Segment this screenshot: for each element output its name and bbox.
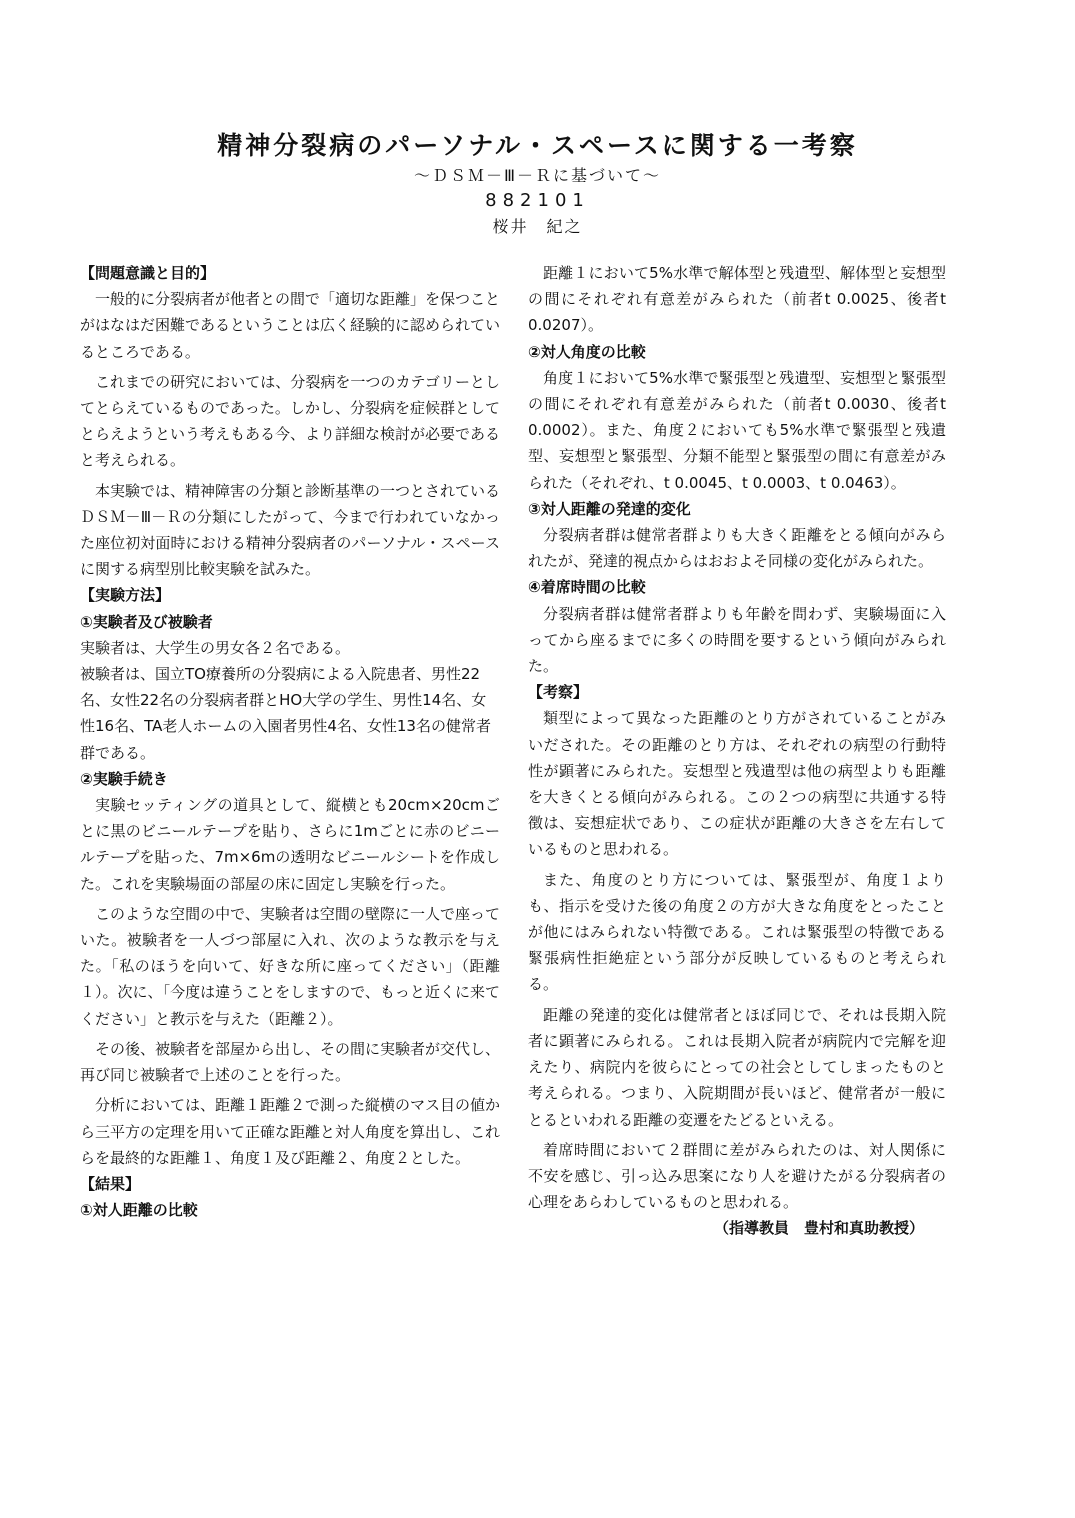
- left-column: [80, 260, 500, 1223]
- method-paragraph-3: その後、被験者を部屋から出し、その間に実験者が交代し、再び同じ被験者で上述のことを行った。: [80, 1039, 501, 1085]
- method-subheading-2: ②実験手続き: [80, 769, 168, 788]
- result-paragraph-3: 分裂病者群は健常者群よりも大きく距離をとる傾向がみられたが、発達的視点からはおおよそ同様の変化がみられた。: [528, 526, 946, 571]
- supervisor-credit: （指導教員 豊村和真助教授）: [713, 1219, 924, 1238]
- document-header: [0, 130, 1075, 240]
- discussion-paragraph-1: 類型によって異なった距離のとり方がされていることがみいだされた。その距離のとり方は、それぞれの病型の行動特性が顕著にみられた。妄想型と残遺型は他の病型よりも距離を大きくとる傾向がみられる。この２つの病型に共通する特徴は、妄想症状であり、この症状が距離の大きさを左右しているものと思われる。: [528, 709, 946, 859]
- result-subheading-1: ①対人距離の比較: [80, 1201, 198, 1220]
- right-column: [528, 260, 946, 1242]
- result-paragraph-2: 角度１において5%水準で緊張型と残遺型、妄想型と緊張型の間にそれぞれ有意差がみられた（前者t 0.0030、後者t 0.0002）。また、角度２においても5%水準で緊張型と残遺型、妄想型と緊張型、分類不能型と緊張型の間に有意差がみられた（それぞれ、t 0.0045、t 0.0003、t 0.0463）。: [528, 368, 946, 492]
- result-subheading-4: ④着席時間の比較: [528, 578, 646, 597]
- discussion-paragraph-3: 距離の発達的変化は健常者とほぼ同じで、それは長期入院者に顕著にみられる。これは長期入院者が病院内で完解を迎えたり、病院内を彼らにとっての社会としてしまったものと考えられる。つまり、入院期間が長いほど、健常者が一般にとるといわれる距離の変遷をたどるといえる。: [528, 1005, 946, 1129]
- problem-paragraph-2: これまでの研究においては、分裂病を一つのカテゴリーとしてとらえているものであった。しかし、分裂病を症候群としてとらえようという考えもある今、より詳細な検討が必要であると考えられる。: [80, 372, 501, 470]
- problem-paragraph-3: 本実験では、精神障害の分類と診断基準の一つとされているＤＳＭ－Ⅲ－Ｒの分類にしたがって、今まで行われていなかった座位初対面時における精神分裂病者のパーソナル・スペースに関する病型別比較実験を試みた。: [80, 481, 501, 579]
- problem-paragraph-1: 一般的に分裂病者が他者との間で「適切な距離」を保つことがはなはだ困難であるということは広く経験的に認められているところである。: [80, 290, 501, 361]
- method-subjects: 被験者は、国立TO療養所の分裂病による入院患者、男性22名、女性22名の分裂病者群とHO大学の学生、男性14名、女性16名、TA老人ホームの入園者男性4名、女性13名の健常者群である。: [80, 665, 491, 762]
- section-heading-discussion: 【考察】: [528, 683, 589, 702]
- paper-subtitle: ～ＤＳＭ－Ⅲ－Ｒに基づいて～: [413, 166, 662, 185]
- section-heading-method: 【実験方法】: [80, 586, 171, 605]
- discussion-paragraph-4: 着席時間において２群間に差がみられたのは、対人関係に不安を感じ、引っ込み思案になり人を避けたがる分裂病者の心理をあらわしているものと思われる。: [528, 1140, 946, 1212]
- method-experimenters: 実験者は、大学生の男女各２名である。: [80, 638, 351, 657]
- section-heading-problem: 【問題意識と目的】: [80, 264, 216, 282]
- method-paragraph-4: 分析においては、距離１距離２で測った縦横のマス目の値から三平方の定理を用いて正確な距離と対人角度を算出し、これらを最終的な距離１、角度１及び距離２、角度２とした。: [80, 1096, 501, 1167]
- discussion-paragraph-2: また、角度のとり方については、緊張型が、角度１よりも、指示を受けた後の角度２の方が大きな角度をとったことが他にはみられない特徴である。これは緊張型の特徴である緊張病性拒絶症という部分が反映しているものと考えられる。: [528, 870, 946, 994]
- result-subheading-3: ③対人距離の発達的変化: [528, 499, 691, 518]
- student-id: 882101: [485, 190, 590, 211]
- paper-title: 精神分裂病のパーソナル・スペースに関する一考察: [217, 131, 858, 160]
- author-name: 桜井 紀之: [492, 217, 583, 236]
- method-paragraph-1: 実験セッティングの道具として、縦横とも20cm×20cmごとに黒のビニールテープを貼り、さらに1mごとに赤のビニールテープを貼った、7m×6mの透明なビニールシートを作成した。これを実験場面の部屋の床に固定し実験を行った。: [80, 796, 500, 893]
- result-subheading-2: ②対人角度の比較: [528, 342, 646, 361]
- result-paragraph-4: 分裂病者群は健常者群よりも年齢を問わず、実験場面に入ってから座るまでに多くの時間を要するという傾向がみられた。: [528, 604, 946, 676]
- result-paragraph-1: 距離１において5%水準で解体型と残遺型、解体型と妄想型の間にそれぞれ有意差がみられた（前者t 0.0025、後者t 0.0207）。: [528, 264, 946, 335]
- section-heading-result: 【結果】: [80, 1174, 141, 1193]
- method-paragraph-2: このような空間の中で、実験者は空間の壁際に一人で座っていた。被験者を一人づつ部屋に入れ、次のような教示を与えた。「私のほうを向いて、好きな所に座ってください」（距離１）。次に、「今度は違うことをしますので、もっと近くに来てください」と教示を与えた（距離２）。: [80, 904, 500, 1028]
- method-subheading-1: ①実験者及び被験者: [80, 612, 213, 631]
